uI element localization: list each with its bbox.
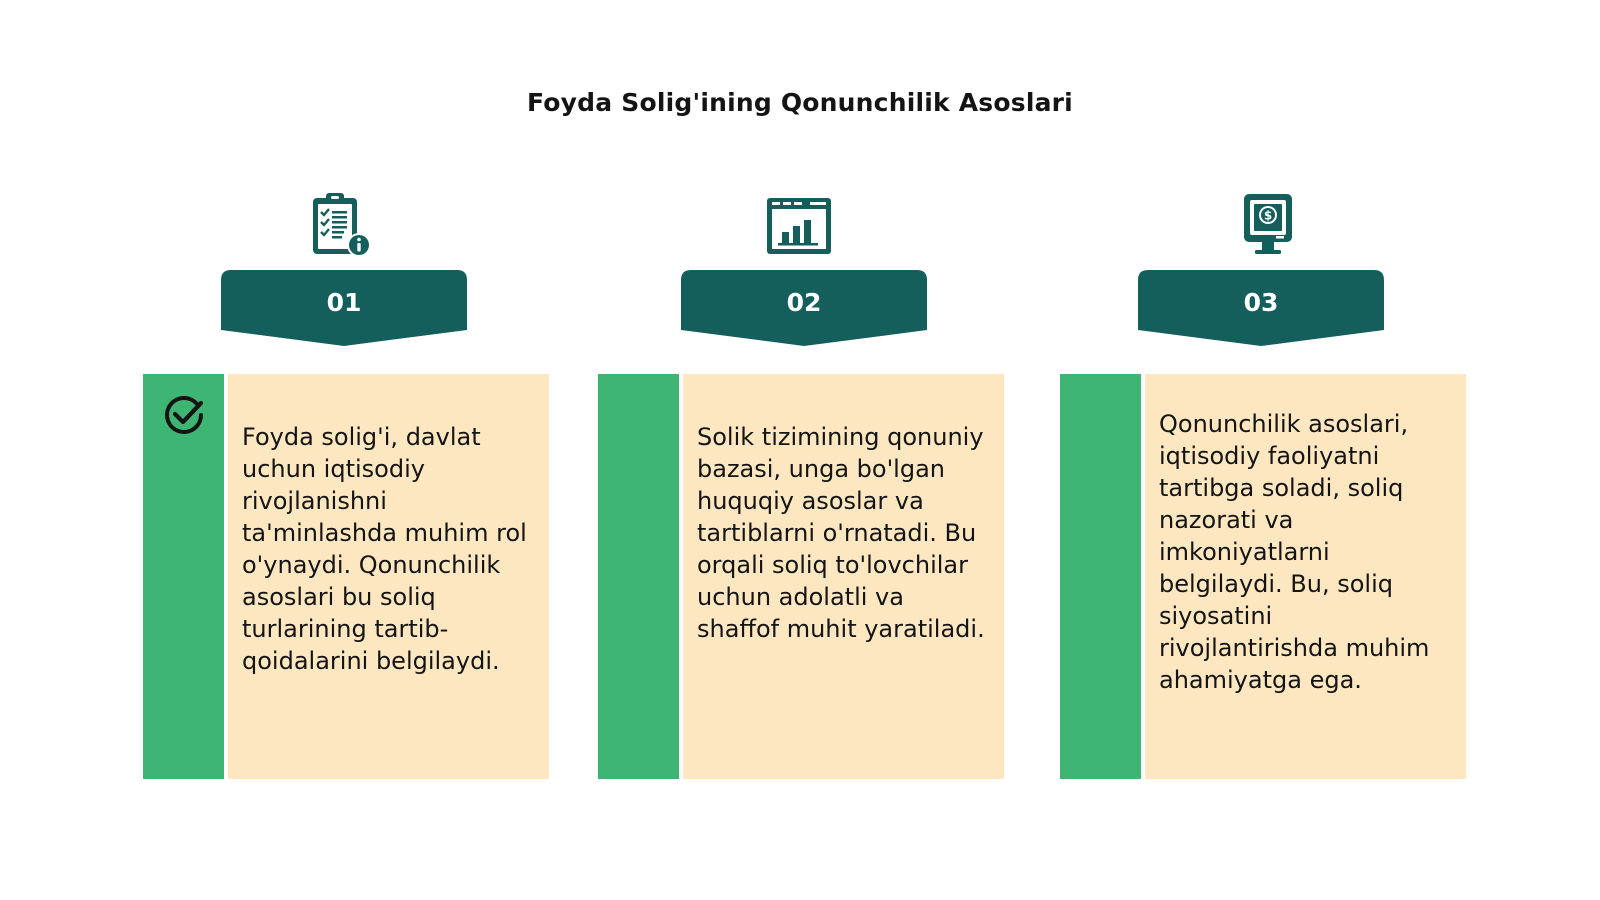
bar-chart-window-icon — [764, 190, 834, 260]
card-stripe — [143, 374, 224, 779]
step-column-1 — [143, 0, 563, 900]
card-stripe — [598, 374, 679, 779]
step-card-2 — [598, 374, 1004, 779]
check-circle-icon — [161, 392, 207, 438]
step-column-2 — [598, 0, 1018, 900]
step-badge-1 — [221, 270, 467, 347]
step-badge-3 — [1138, 270, 1384, 347]
step-card-1 — [143, 374, 549, 779]
card-body — [1145, 374, 1466, 779]
step-number-3: 03 — [1243, 288, 1279, 317]
page-title: Foyda Solig'ining Qonunchilik Asoslari — [527, 88, 1073, 117]
card-body — [228, 374, 549, 779]
step-card-3 — [1060, 374, 1466, 779]
card-body — [683, 374, 1004, 779]
step-number-1: 01 — [326, 288, 362, 317]
card-stripe — [1060, 374, 1141, 779]
dollar-monitor-icon — [1233, 190, 1303, 260]
step-column-3 — [1060, 0, 1480, 900]
step-number-2: 02 — [786, 288, 822, 317]
clipboard-checklist-info-icon — [305, 190, 375, 260]
step-badge-2 — [681, 270, 927, 347]
step-description-3: Qonunchilik asoslari, iqtisodiy faoliyatni tartibga soladi, soliq nazorati va imkoniyatlarni belgilaydi. Bu, soliq siyosatini rivojlantirishda muhim ahamiyatga ega. — [1159, 410, 1430, 694]
step-description-1: Foyda solig'i, davlat uchun iqtisodiy rivojlanishni ta'minlashda muhim rol o'ynaydi. Qonunchilik asoslari bu soliq turlarining tartib-qoidalarini belgilaydi. — [242, 423, 527, 675]
step-description-2: Solik tizimining qonuniy bazasi, unga bo'lgan huquqiy asoslar va tartiblarni o'rnatadi. Bu orqali soliq to'lovchilar uchun adolatli va shaffof muhit yaratiladi. — [697, 423, 985, 643]
svg-text:$: $ — [1263, 208, 1273, 223]
